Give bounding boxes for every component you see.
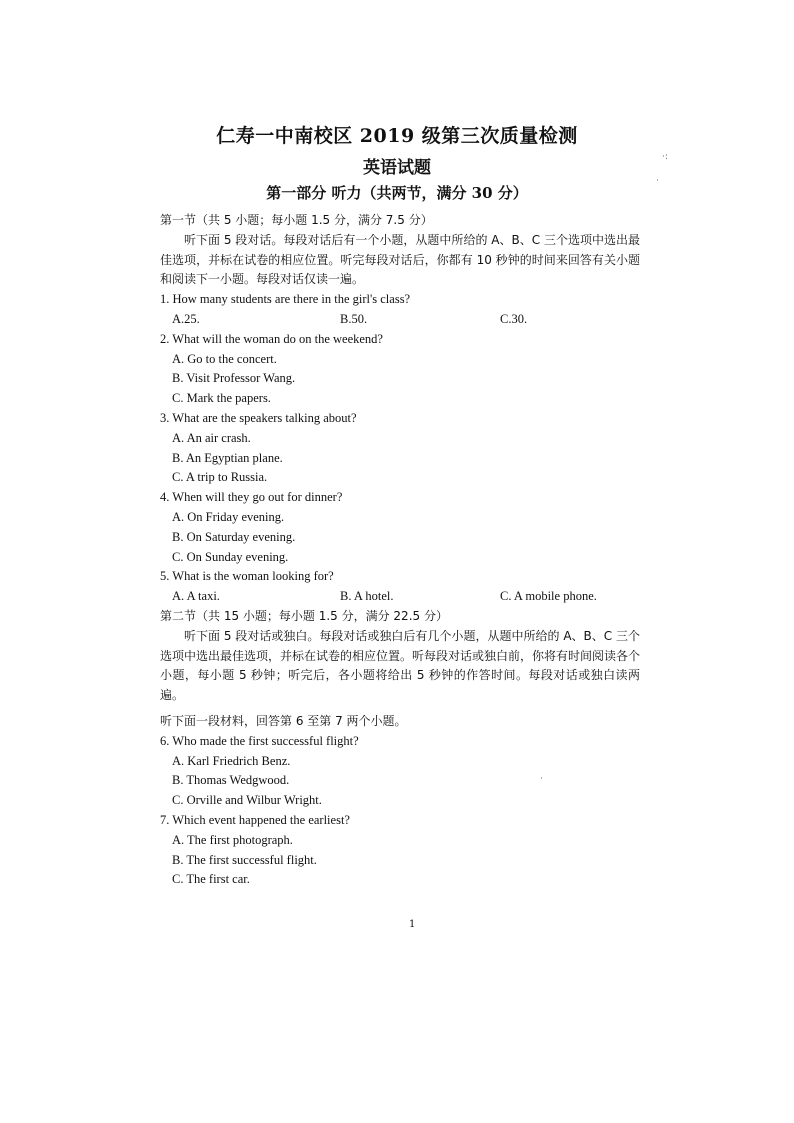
question-2-option-b: B. Visit Professor Wang. [172, 371, 296, 386]
exam-title: 仁寿一中南校区 2019 级第三次质量检测 [216, 125, 578, 147]
question-4-option-c: C. On Sunday evening. [172, 549, 289, 564]
question-3-option-b: B. An Egyptian plane. [172, 450, 283, 465]
question-6-option-b: B. Thomas Wedgwood. [172, 773, 290, 788]
question-7-option-a: A. The first photograph. [172, 832, 293, 847]
question-6: 6. Who made the first successful flight? [160, 733, 359, 748]
question-4-option-b: B. On Saturday evening. [172, 529, 296, 544]
question-5-option-c: C. A mobile phone. [500, 589, 597, 604]
question-5-option-a: A. A taxi. [172, 589, 220, 604]
scan-speck: · [540, 774, 543, 784]
scan-speck: · [656, 176, 659, 186]
question-4-option-a: A. On Friday evening. [172, 509, 285, 524]
question-2: 2. What will the woman do on the weekend? [160, 331, 383, 346]
question-7: 7. Which event happened the earliest? [160, 812, 350, 827]
question-2-option-a: A. Go to the concert. [172, 351, 277, 366]
question-5: 5. What is the woman looking for? [160, 569, 334, 584]
scan-speck: ·: [662, 152, 668, 162]
section1-heading: 第一节（共 5 小题；每小题 1.5 分，满分 7.5 分） [160, 213, 433, 227]
material-note: 听下面一段材料，回答第 6 至第 7 两个小题。 [160, 713, 407, 728]
question-1-option-b: B.50. [340, 311, 368, 326]
question-3-option-a: A. An air crash. [172, 430, 251, 445]
question-1: 1. How many students are there in the girl's class? [160, 292, 411, 307]
question-6-option-a: A. Karl Friedrich Benz. [172, 753, 291, 768]
question-1-option-a: A.25. [172, 311, 200, 326]
question-3: 3. What are the speakers talking about? [160, 410, 357, 425]
section2-instructions: 听下面 5 段对话或独白。每段对话或独白后有几个小题，从题中所给的 A、B、C 三个选项中选出最佳选项，并标在试卷的相应位置。听每段对话或独白前，你将有时间阅读各个小题，每小题 5 秒钟；听完后，各小题将给出 5 秒钟的作答时间。每段对话或独白读两遍。 [160, 628, 641, 703]
question-1-option-c: C.30. [500, 311, 528, 326]
question-5-options [160, 587, 640, 607]
part-title: 第一部分 听力（共两节，满分 30 分） [266, 184, 528, 202]
question-5-option-b: B. A hotel. [340, 589, 394, 604]
exam-subtitle: 英语试题 [363, 158, 431, 178]
question-3-option-c: C. A trip to Russia. [172, 470, 268, 485]
question-2-option-c: C. Mark the papers. [172, 391, 271, 406]
page-number: 1 [409, 919, 416, 930]
section1-instructions: 听下面 5 段对话。每段对话后有一个小题，从题中所给的 A、B、C 三个选项中选出最佳选项，并标在试卷的相应位置。听完每段对话后，你都有 10 秒钟的时间来回答有关小题和阅读下一小题。每段对话仅读一遍。 [160, 232, 640, 287]
question-1-options [160, 310, 640, 330]
question-7-option-b: B. The first successful flight. [172, 852, 317, 867]
question-6-option-c: C. Orville and Wilbur Wright. [172, 793, 322, 808]
question-4: 4. When will they go out for dinner? [160, 490, 343, 505]
section2-heading: 第二节（共 15 小题；每小题 1.5 分，满分 22.5 分） [160, 608, 448, 623]
exam-body [160, 211, 640, 890]
question-7-option-c: C. The first car. [172, 872, 250, 887]
